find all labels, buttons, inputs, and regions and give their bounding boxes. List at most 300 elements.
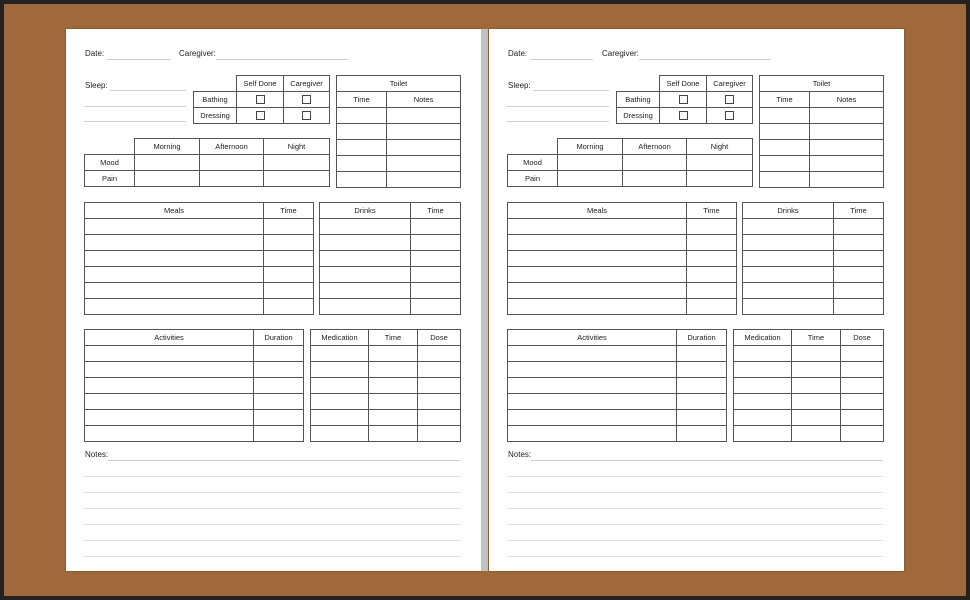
blank-cell[interactable]	[508, 235, 687, 251]
blank-cell[interactable]	[311, 426, 369, 442]
blank-cell[interactable]	[418, 394, 461, 410]
blank-cell[interactable]	[418, 362, 461, 378]
table-row	[85, 155, 330, 171]
blank-cell[interactable]	[320, 235, 411, 251]
blank-cell[interactable]	[508, 426, 677, 442]
blank-cell[interactable]	[411, 235, 461, 251]
toilet-table	[336, 75, 461, 188]
blank-cell[interactable]	[508, 378, 677, 394]
table-row	[760, 172, 884, 188]
care-row-label: Bathing	[617, 92, 660, 108]
drinks-header-cell: Drinks	[320, 203, 411, 219]
table-row	[311, 362, 461, 378]
blank-cell[interactable]	[792, 426, 841, 442]
blank-cell[interactable]	[792, 378, 841, 394]
blank-cell[interactable]	[734, 362, 792, 378]
blank-cell[interactable]	[687, 219, 737, 235]
blank-cell[interactable]	[508, 394, 677, 410]
caregiver-field[interactable]	[216, 59, 348, 60]
blank-cell[interactable]	[264, 219, 314, 235]
table-row	[508, 171, 753, 187]
date-field[interactable]	[530, 59, 593, 60]
meals-table	[507, 202, 737, 315]
caregiver-header: Caregiver	[707, 76, 753, 92]
table-row	[311, 346, 461, 362]
blank-cell[interactable]	[734, 378, 792, 394]
blank-cell[interactable]	[311, 410, 369, 426]
left-page	[66, 29, 481, 571]
blank-cell[interactable]	[841, 426, 884, 442]
table-row	[508, 235, 737, 251]
blank-cell[interactable]	[734, 410, 792, 426]
blank-cell[interactable]	[311, 394, 369, 410]
blank-cell[interactable]	[387, 108, 461, 124]
blank-cell[interactable]	[677, 394, 727, 410]
self-done-checkbox[interactable]	[256, 111, 265, 120]
blank-cell[interactable]	[254, 346, 304, 362]
table-row	[337, 172, 461, 188]
table-row	[311, 394, 461, 410]
blank-cell[interactable]	[834, 267, 884, 283]
blank-cell[interactable]	[687, 267, 737, 283]
mood-header-cell: Afternoon	[623, 139, 687, 155]
notes-line[interactable]	[507, 540, 883, 541]
blank-cell[interactable]	[387, 156, 461, 172]
meals-header-cell: Time	[264, 203, 314, 219]
blank-cell[interactable]	[411, 283, 461, 299]
medication-table	[733, 329, 884, 442]
activities-table	[507, 329, 727, 442]
drinks-header-cell: Drinks	[743, 203, 834, 219]
table-row	[320, 235, 461, 251]
notes-label: Notes:	[508, 450, 532, 459]
blank-cell[interactable]	[508, 251, 687, 267]
self-done-checkbox[interactable]	[679, 95, 688, 104]
blank-cell[interactable]	[337, 172, 387, 188]
blank-cell[interactable]	[264, 235, 314, 251]
blank-cell[interactable]	[311, 346, 369, 362]
table-row	[194, 108, 330, 124]
blank-cell[interactable]	[687, 299, 737, 315]
blank-cell[interactable]	[85, 219, 264, 235]
blank-cell[interactable]	[418, 426, 461, 442]
table-row	[311, 410, 461, 426]
blank-cell[interactable]	[387, 124, 461, 140]
blank-cell[interactable]	[254, 410, 304, 426]
blank-cell[interactable]	[320, 251, 411, 267]
header-row	[508, 203, 737, 219]
blank-cell[interactable]	[418, 378, 461, 394]
self-done-checkbox[interactable]	[679, 111, 688, 120]
table-row	[734, 394, 884, 410]
blank-cell[interactable]	[85, 394, 254, 410]
sleep-field[interactable]	[533, 90, 609, 91]
blank-cell[interactable]	[623, 155, 687, 171]
blank-cell[interactable]	[254, 362, 304, 378]
table-row	[617, 108, 753, 124]
blank-cell[interactable]	[85, 299, 264, 315]
blank-cell[interactable]	[743, 251, 834, 267]
table-row	[85, 410, 304, 426]
table-row	[760, 108, 884, 124]
date-field[interactable]	[107, 59, 170, 60]
table-row	[508, 299, 737, 315]
caregiver-field[interactable]	[639, 59, 771, 60]
blank-cell[interactable]	[85, 283, 264, 299]
blank-cell[interactable]	[810, 156, 884, 172]
sleep-field-line[interactable]	[507, 121, 609, 122]
notes-line[interactable]	[507, 524, 883, 525]
medication-header-cell: Dose	[418, 330, 461, 346]
table-row	[85, 346, 304, 362]
notes-line[interactable]	[84, 556, 460, 557]
blank-cell[interactable]	[411, 267, 461, 283]
blank-cell[interactable]	[85, 267, 264, 283]
drinks-table	[742, 202, 884, 315]
caregiver-checkbox[interactable]	[725, 95, 734, 104]
blank-cell[interactable]	[411, 299, 461, 315]
table-row	[85, 394, 304, 410]
toilet-title: Toilet	[760, 76, 884, 92]
blank-cell[interactable]	[834, 251, 884, 267]
blank-cell[interactable]	[841, 410, 884, 426]
blank-cell[interactable]	[760, 108, 810, 124]
header-row	[85, 330, 304, 346]
blank-cell[interactable]	[841, 346, 884, 362]
table-row	[85, 267, 314, 283]
blank-cell[interactable]	[792, 362, 841, 378]
blank-cell[interactable]	[369, 378, 418, 394]
sleep-field-line[interactable]	[84, 121, 186, 122]
blank-cell[interactable]	[200, 171, 264, 187]
blank-cell[interactable]	[369, 410, 418, 426]
blank-cell[interactable]	[320, 219, 411, 235]
notes-line[interactable]	[507, 476, 883, 477]
blank-cell[interactable]	[311, 378, 369, 394]
blank-cell[interactable]	[792, 410, 841, 426]
blank-cell[interactable]	[264, 283, 314, 299]
blank-cell[interactable]	[135, 155, 200, 171]
blank-cell[interactable]	[264, 299, 314, 315]
mood-row-label: Mood	[85, 155, 135, 171]
table-row	[734, 346, 884, 362]
table-row	[760, 156, 884, 172]
blank-cell[interactable]	[337, 124, 387, 140]
blank-cell[interactable]	[677, 362, 727, 378]
blank-cell[interactable]	[687, 283, 737, 299]
mood-header-cell: Afternoon	[200, 139, 264, 155]
blank-cell[interactable]	[810, 108, 884, 124]
blank-cell[interactable]	[841, 362, 884, 378]
table-row	[734, 378, 884, 394]
blank-cell[interactable]	[369, 346, 418, 362]
activities-header-cell: Activities	[508, 330, 677, 346]
activities-header-cell: Duration	[677, 330, 727, 346]
table-row	[85, 219, 314, 235]
activities-header-cell: Duration	[254, 330, 304, 346]
blank-cell[interactable]	[687, 235, 737, 251]
blank-cell[interactable]	[677, 410, 727, 426]
blank-cell[interactable]	[792, 394, 841, 410]
mood-header-cell: Morning	[135, 139, 200, 155]
blank-cell[interactable]	[387, 172, 461, 188]
table-row	[508, 394, 727, 410]
blank-cell[interactable]	[85, 362, 254, 378]
blank-cell[interactable]	[760, 140, 810, 156]
blank-cell[interactable]	[677, 426, 727, 442]
blank-cell[interactable]	[743, 299, 834, 315]
notes-line[interactable]	[507, 556, 883, 557]
table-row	[508, 251, 737, 267]
drinks-table	[319, 202, 461, 315]
table-row	[734, 410, 884, 426]
table-row	[337, 124, 461, 140]
notes-line[interactable]	[507, 508, 883, 509]
table-row	[743, 267, 884, 283]
blank-cell[interactable]	[677, 346, 727, 362]
blank-cell[interactable]	[508, 283, 687, 299]
blank-cell[interactable]	[508, 267, 687, 283]
notes-field[interactable]	[531, 460, 883, 461]
blank-cell[interactable]	[508, 410, 677, 426]
toilet-header-cell: Time	[337, 92, 387, 108]
blank-cell[interactable]	[411, 251, 461, 267]
caregiver-checkbox[interactable]	[302, 111, 311, 120]
notes-line[interactable]	[84, 508, 460, 509]
blank-cell[interactable]	[734, 394, 792, 410]
medication-header-cell: Time	[792, 330, 841, 346]
notes-line[interactable]	[84, 476, 460, 477]
medication-header-cell: Dose	[841, 330, 884, 346]
medication-table	[310, 329, 461, 442]
sleep-field-line[interactable]	[84, 106, 186, 107]
self-done-header: Self Done	[660, 76, 707, 92]
blank-cell[interactable]	[418, 410, 461, 426]
toilet-title: Toilet	[337, 76, 461, 92]
self-done-checkbox[interactable]	[256, 95, 265, 104]
date-label: Date:	[85, 49, 105, 58]
table-row	[311, 378, 461, 394]
table-row	[320, 267, 461, 283]
table-row	[85, 171, 330, 187]
blank-cell[interactable]	[200, 155, 264, 171]
table-row	[760, 124, 884, 140]
care-row-label: Bathing	[194, 92, 237, 108]
meals-table	[84, 202, 314, 315]
care-row-label: Dressing	[617, 108, 660, 124]
notes-field[interactable]	[108, 460, 460, 461]
notes-line[interactable]	[507, 492, 883, 493]
blank-cell[interactable]	[369, 362, 418, 378]
table-row	[85, 426, 304, 442]
caregiver-label: Caregiver:	[602, 49, 639, 58]
meals-header-cell: Time	[687, 203, 737, 219]
blank-cell[interactable]	[734, 346, 792, 362]
caregiver-checkbox[interactable]	[302, 95, 311, 104]
blank-cell[interactable]	[558, 155, 623, 171]
blank-cell[interactable]	[743, 219, 834, 235]
mood-header-cell: Night	[687, 139, 753, 155]
blank-cell[interactable]	[85, 251, 264, 267]
table-row	[85, 378, 304, 394]
page-divider	[481, 29, 488, 571]
caregiver-checkbox[interactable]	[725, 111, 734, 120]
blank-cell[interactable]	[687, 155, 753, 171]
table-row	[760, 140, 884, 156]
blank-cell[interactable]	[677, 378, 727, 394]
blank-cell[interactable]	[508, 346, 677, 362]
blank-cell[interactable]	[369, 394, 418, 410]
blank-cell[interactable]	[418, 346, 461, 362]
table-row	[508, 426, 727, 442]
table-row	[320, 283, 461, 299]
blank-cell[interactable]	[264, 251, 314, 267]
care-row-label: Dressing	[194, 108, 237, 124]
blank-cell[interactable]	[792, 346, 841, 362]
table-row	[508, 267, 737, 283]
sleep-label: Sleep:	[508, 81, 531, 90]
blank-cell[interactable]	[687, 171, 753, 187]
blank-cell[interactable]	[311, 362, 369, 378]
blank-cell[interactable]	[743, 283, 834, 299]
mood-row-label: Pain	[85, 171, 135, 187]
table-row	[337, 108, 461, 124]
header-row	[734, 330, 884, 346]
table-row	[508, 219, 737, 235]
blank-cell[interactable]	[320, 283, 411, 299]
blank-cell[interactable]	[760, 172, 810, 188]
header-row	[743, 203, 884, 219]
mood-header-cell: Morning	[558, 139, 623, 155]
table-row	[743, 299, 884, 315]
blank-cell[interactable]	[760, 124, 810, 140]
blank-cell[interactable]	[85, 410, 254, 426]
blank-cell[interactable]	[841, 394, 884, 410]
header-row	[320, 203, 461, 219]
table-row	[337, 156, 461, 172]
blank-cell[interactable]	[85, 426, 254, 442]
blank-cell[interactable]	[264, 171, 330, 187]
table-row	[320, 219, 461, 235]
meals-header-cell: Meals	[85, 203, 264, 219]
blank-cell[interactable]	[508, 299, 687, 315]
table-row	[85, 283, 314, 299]
blank-cell[interactable]	[320, 267, 411, 283]
blank-cell[interactable]	[135, 171, 200, 187]
notes-line[interactable]	[84, 524, 460, 525]
table-row	[743, 219, 884, 235]
caregiver-label: Caregiver:	[179, 49, 216, 58]
activities-header-cell: Activities	[85, 330, 254, 346]
blank-cell[interactable]	[558, 171, 623, 187]
header-row	[85, 203, 314, 219]
table-row	[508, 155, 753, 171]
blank-cell[interactable]	[834, 299, 884, 315]
blank-cell[interactable]	[841, 378, 884, 394]
table-row	[743, 283, 884, 299]
blank-cell[interactable]	[320, 299, 411, 315]
table-row	[734, 362, 884, 378]
table-row	[508, 378, 727, 394]
toilet-table	[759, 75, 884, 188]
blank-cell[interactable]	[687, 251, 737, 267]
notes-line[interactable]	[84, 492, 460, 493]
medication-header-cell: Medication	[311, 330, 369, 346]
blank-cell[interactable]	[734, 426, 792, 442]
activities-table	[84, 329, 304, 442]
table-row	[734, 426, 884, 442]
table-row	[85, 251, 314, 267]
blank-cell[interactable]	[337, 140, 387, 156]
blank-cell[interactable]	[834, 235, 884, 251]
blank-cell[interactable]	[337, 108, 387, 124]
blank-cell[interactable]	[834, 219, 884, 235]
blank-cell[interactable]	[810, 172, 884, 188]
blank-cell[interactable]	[743, 235, 834, 251]
blank-cell[interactable]	[760, 156, 810, 172]
right-page	[489, 29, 904, 571]
table-row	[508, 362, 727, 378]
table-row	[194, 92, 330, 108]
care-table	[193, 75, 330, 124]
table-row	[743, 235, 884, 251]
blank-cell[interactable]	[254, 394, 304, 410]
table-row	[508, 283, 737, 299]
meals-header-cell: Meals	[508, 203, 687, 219]
blank-cell[interactable]	[369, 426, 418, 442]
table-row	[311, 426, 461, 442]
table-row	[85, 235, 314, 251]
mood-row-label: Pain	[508, 171, 558, 187]
drinks-header-cell: Time	[834, 203, 884, 219]
blank-cell[interactable]	[810, 140, 884, 156]
table-row	[508, 410, 727, 426]
blank-cell[interactable]	[810, 124, 884, 140]
sleep-field[interactable]	[110, 90, 186, 91]
header-row	[311, 330, 461, 346]
table-row	[85, 362, 304, 378]
blank-cell[interactable]	[387, 140, 461, 156]
blank-cell[interactable]	[254, 426, 304, 442]
care-table	[616, 75, 753, 124]
blank-cell[interactable]	[623, 171, 687, 187]
sleep-field-line[interactable]	[507, 106, 609, 107]
table-row	[508, 346, 727, 362]
medication-header-cell: Medication	[734, 330, 792, 346]
blank-cell[interactable]	[85, 235, 264, 251]
notes-line[interactable]	[84, 540, 460, 541]
drinks-header-cell: Time	[411, 203, 461, 219]
blank-cell[interactable]	[254, 378, 304, 394]
blank-cell[interactable]	[834, 283, 884, 299]
blank-cell[interactable]	[337, 156, 387, 172]
blank-cell[interactable]	[264, 267, 314, 283]
blank-cell[interactable]	[508, 362, 677, 378]
toilet-header-cell: Time	[760, 92, 810, 108]
mood-row-label: Mood	[508, 155, 558, 171]
blank-cell[interactable]	[264, 155, 330, 171]
table-row	[337, 140, 461, 156]
blank-cell[interactable]	[508, 219, 687, 235]
mood-table	[84, 138, 330, 187]
blank-cell[interactable]	[743, 267, 834, 283]
blank-cell[interactable]	[85, 346, 254, 362]
notes-label: Notes:	[85, 450, 109, 459]
blank-cell[interactable]	[85, 378, 254, 394]
self-done-header: Self Done	[237, 76, 284, 92]
table-row	[617, 92, 753, 108]
blank-cell[interactable]	[411, 219, 461, 235]
